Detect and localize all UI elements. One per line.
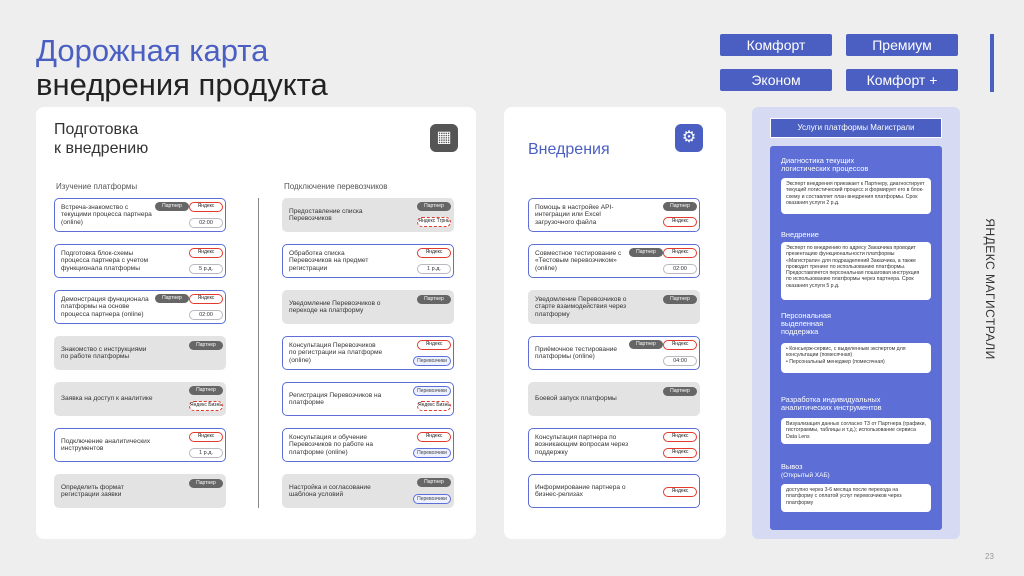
tag-duration: 04:00 [663,356,697,366]
section-carriers: Подключение перевозчиков [284,182,388,191]
service-title-implementation: Внедрение [781,230,819,239]
tag-yandex-business: Яндекс Бизнь [189,401,223,411]
accent-bar [990,34,994,92]
tag-yandex: Яндекс [663,448,697,458]
page-title-line1: Дорожная карта [36,33,269,68]
tier-button-komfort[interactable]: Комфорт [720,34,832,56]
tag-yandex: Яндекс [189,294,223,304]
card-text: Уведомление Перевозчиков о старте взаимодействия через платформу [535,295,627,318]
tag-yandex-business: Яндекс Бизнь [417,401,451,411]
service-title-support: Персональная выделенная поддержка [781,311,831,336]
card-flowchart[interactable] [54,244,226,278]
card-support-consult[interactable] [528,428,700,462]
tag-partner: Партнер [189,341,223,350]
tag-partner: Партнер [417,478,451,487]
tag-yandex: Яндекс [417,248,451,258]
tag-yandex: Яндекс [417,432,451,442]
card-text: Знакомство с инструкциями по работе платформы [61,345,147,360]
card-business-releases[interactable] [528,474,700,508]
preparation-title-line2: к внедрению [54,140,149,157]
tag-partner: Партнер [155,294,189,303]
tag-yandex: Яндекс [189,432,223,442]
tier-button-ekonom[interactable]: Эконом [720,69,832,91]
card-carrier-consult[interactable] [282,336,454,370]
card-instructions[interactable] [54,336,226,370]
card-joint-testing[interactable] [528,244,700,278]
document-icon: ▦ [430,124,458,152]
side-brand-label: ЯНДЕКС МАГИСТРАЛИ [983,218,998,360]
tag-duration: 02:00 [663,264,697,274]
tier-button-premium[interactable]: Премиум [846,34,958,56]
card-text: Подготовка блок-схемы процесса партнера с учетом функционала платформы [61,249,149,272]
card-text: Консультация и обучение Перевозчиков по работе на платформе (online) [289,433,374,456]
card-api-setup[interactable] [528,198,700,232]
implementation-title: Внедрения [528,141,610,158]
card-carrier-registration[interactable] [282,382,454,416]
tag-duration: 1 р.д. [189,448,223,458]
page-title-line2: внедрения продукта [36,67,328,102]
tag-partner: Партнер [663,295,697,304]
tag-partner: Партнер [663,202,697,211]
card-carrier-processing[interactable] [282,244,454,278]
support-item: • Консьерж-сервис, с выделенным экспертом для консультации (помесячная) [786,346,906,359]
card-analytics-tools[interactable] [54,428,226,462]
tag-carriers: Перевозчики [413,448,451,458]
tag-duration: 02:00 [189,218,223,228]
tag-carriers: Перевозчики [413,386,451,396]
section-platform-study: Изучение платформы [56,182,138,191]
service-title-removal: Вывоз [781,462,803,471]
card-text: Приёмочное тестирование платформы (online) [535,345,618,360]
service-title-diagnostics: Диагностика текущих логистических процессов [781,156,869,173]
tier-button-komfort-plus[interactable]: Комфорт + [846,69,958,91]
card-carrier-notify[interactable] [282,290,454,324]
tag-partner: Партнер [189,479,223,488]
tag-partner: Партнер [417,202,451,211]
card-text: Уведомление Перевозчиков о переходе на платформу [289,299,381,314]
card-text: Регистрация Перевозчиков на платформе [289,391,382,406]
tag-yandex: Яндекс [663,248,697,258]
tag-partner: Партнер [629,340,663,349]
tag-yandex: Яндекс [663,487,697,497]
card-acceptance-testing[interactable] [528,336,700,370]
card-text: Консультация Перевозчиков по регистрации на платформе (online) [289,341,383,364]
tag-partner: Партнер [663,387,697,396]
tag-yandex: Яндекс [663,340,697,350]
settings-icon: ⚙ [675,124,703,152]
card-text: Помощь в настройке API-интеграции или Excel загрузочного файла [535,203,614,226]
card-demo[interactable] [54,290,226,324]
tag-duration: 5 р.д. [189,264,223,274]
card-text: Информирование партнера о бизнес-релизах [535,483,626,498]
card-text: Заявка на доступ к аналитике [61,395,153,403]
card-kickoff-meeting[interactable] [54,198,226,232]
card-launch[interactable] [528,382,700,416]
card-start-notify[interactable] [528,290,700,324]
tag-carriers: Перевозчики [413,494,451,504]
service-subtitle-removal: (Открытый ХАБ) [781,472,830,479]
tag-partner: Партнер [189,386,223,395]
card-text: Обработка списка Перевозчиков на предмет регистрации [289,249,369,272]
card-text: Настройка и согласование шаблона условий [289,483,371,498]
tag-yandex: Яндекс [663,217,697,227]
service-body-support [781,343,931,373]
service-body-removal: доступно через 3-6 месяца после перехода на платформу с оплатой услуг перевозчиков через платформу [781,484,931,512]
tag-duration: 1 р.д. [417,264,451,274]
tag-yandex: Яндекс [189,248,223,258]
card-carrier-list[interactable] [282,198,454,232]
tag-yandex: Яндекс [417,340,451,350]
tag-yandex: Яндекс [189,202,223,212]
card-text: Предоставление списка Перевозчиков [289,207,363,222]
service-title-analytics: Разработка индивидуальных аналитических инструментов [781,395,882,412]
service-body-implementation: Эксперт по внедрению по адресу Заказчика проводит презентацию функциональности платформы «Магистрали» для подразделений Заказчика, а также проводит тренинг по использованию платформы. Предоставляется персональная пошаговая инструкция по использованию платформы через партнера. Срок оказания услуги 5 р.д. [781,242,931,300]
card-request-format[interactable] [54,474,226,508]
tag-duration: 02:00 [189,310,223,320]
card-text: Консультация партнера по возникающим вопросам через поддержку [535,433,629,456]
card-text: Боевой запуск платформы [535,395,617,403]
preparation-title-line1: Подготовка [54,121,139,138]
services-header: Услуги платформы Магистрали [770,118,942,138]
card-analytics-request[interactable] [54,382,226,416]
tag-partner: Партнер [629,248,663,257]
card-text: Встреча-знакомство с текущими процесса партнера (online) [61,203,152,226]
card-text: Подключение аналитических инструментов [61,437,151,452]
service-body-diagnostics: Эксперт внедрения приезжает к Партнеру, диагностирует текущий логистический процесс и формирует его в блок-схему и составляет план внедрения платформы. Срок оказания услуги 2 р.д. [781,178,931,214]
page-number: 23 [985,552,994,561]
card-carrier-training[interactable] [282,428,454,462]
tag-yandex-tr: Яндекс Тгрнь [417,217,451,227]
tag-carriers: Перевозчики [413,356,451,366]
tag-yandex: Яндекс [663,432,697,442]
card-template-setup[interactable] [282,474,454,508]
support-item: • Персональный менеджер (помесячная) [786,358,885,365]
card-text: Совместное тестирование с «Тестовым перевозчиком» (online) [535,249,622,272]
tag-partner: Партнер [155,202,189,211]
card-text: Определить формат регистрации заявки [61,483,124,498]
tag-partner: Партнер [417,295,451,304]
service-body-analytics: Визуализация данных согласно ТЗ от Партнера (графики, гистограммы, таблицы и т.д.); использование сервиса Data Lens [781,418,931,444]
column-divider [258,198,259,508]
card-text: Демонстрация функционала платформы на основе процесса партнера (online) [61,295,149,318]
